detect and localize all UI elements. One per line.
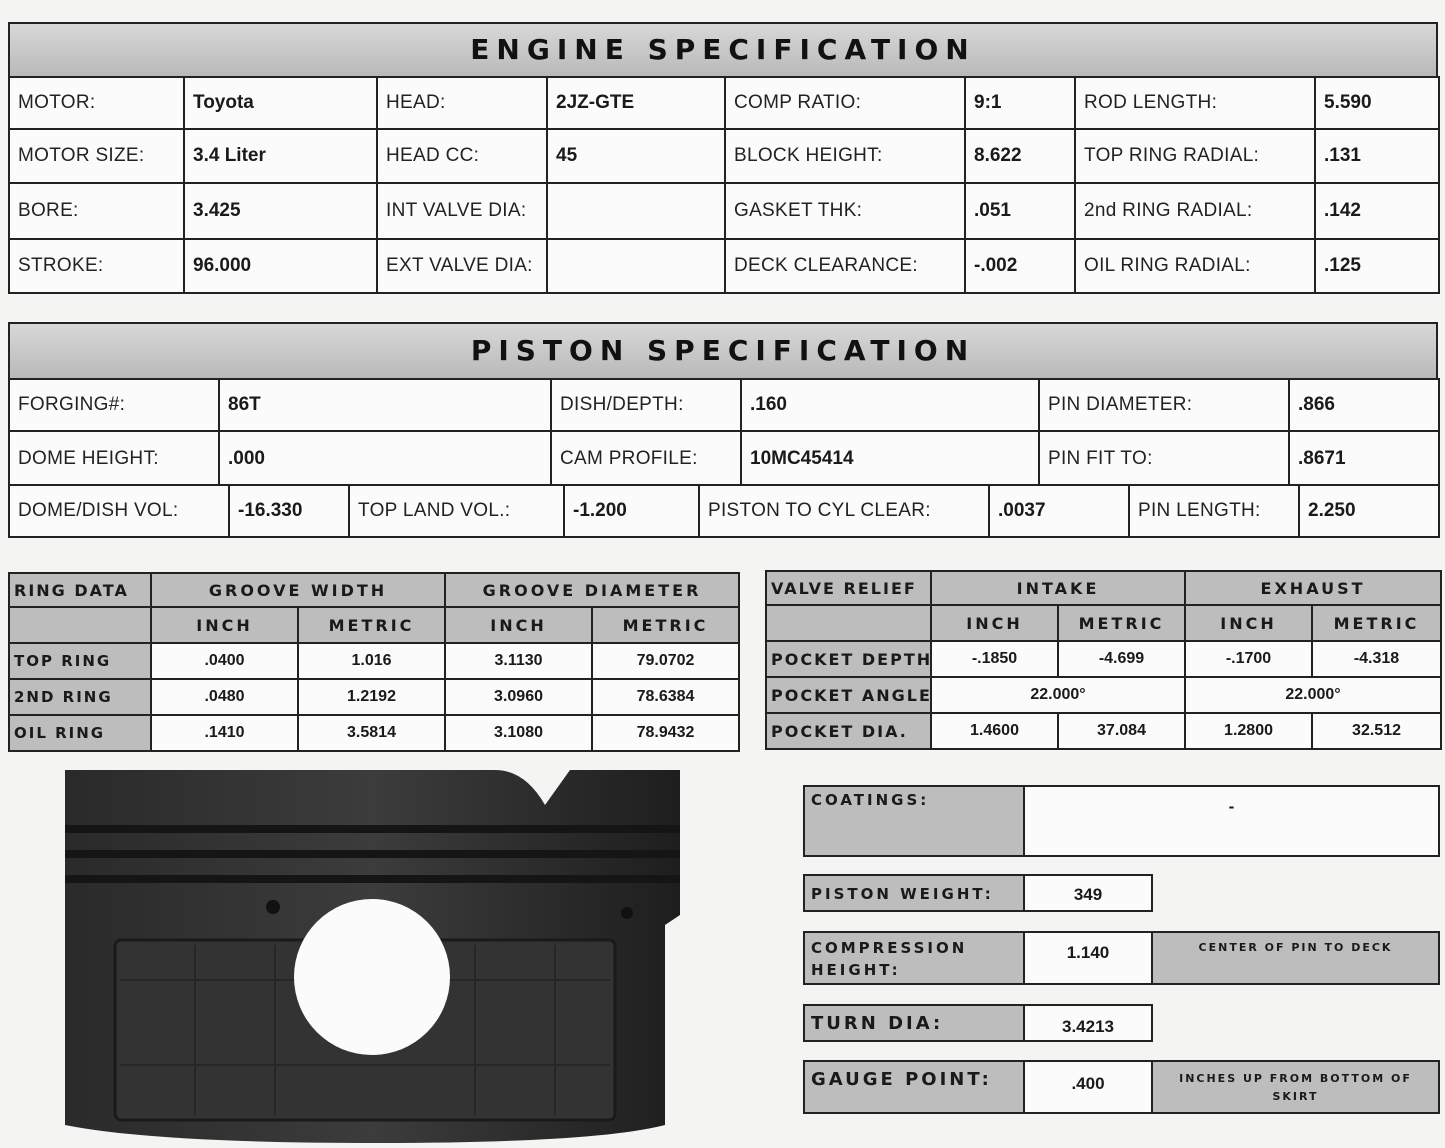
- groove-width-header: GROOVE WIDTH: [151, 573, 445, 607]
- unit-header: METRIC: [1058, 605, 1185, 641]
- engine-spec-title: ENGINE SPECIFICATION: [470, 33, 976, 66]
- ring-cell: .1410: [151, 715, 298, 751]
- valve-units-blank: [766, 605, 931, 641]
- piston-label: DOME HEIGHT:: [9, 431, 219, 487]
- engine-value: .131: [1315, 129, 1439, 183]
- table-row: [9, 679, 739, 715]
- engine-row: [9, 183, 1439, 239]
- piston-label: PIN LENGTH:: [1129, 485, 1299, 537]
- piston-label: CAM PROFILE:: [551, 431, 741, 487]
- piston-spec-row-3: [8, 484, 1440, 538]
- piston-value: .0037: [989, 485, 1129, 537]
- engine-value: 5.590: [1315, 77, 1439, 129]
- table-row: [766, 677, 1441, 713]
- pocket-dia-label: POCKET DIA.: [766, 713, 931, 749]
- ring-data-table: [8, 572, 740, 752]
- engine-value: 3.425: [184, 183, 377, 239]
- engine-row: [9, 77, 1439, 129]
- coatings-label: COATINGS:: [803, 785, 1025, 857]
- piston-label: FORGING#:: [9, 379, 219, 431]
- engine-value: 45: [547, 129, 725, 183]
- piston-value: 10MC45414: [741, 431, 1039, 487]
- ring-name: OIL RING: [9, 715, 151, 751]
- engine-label: HEAD CC:: [377, 129, 547, 183]
- valve-cell: -4.318: [1312, 641, 1441, 677]
- engine-label: OIL RING RADIAL:: [1075, 239, 1315, 293]
- valve-cell: -4.699: [1058, 641, 1185, 677]
- ring-name: TOP RING: [9, 643, 151, 679]
- piston-label: DISH/DEPTH:: [551, 379, 741, 431]
- intake-angle: 22.000°: [931, 677, 1185, 713]
- table-row: [9, 643, 739, 679]
- ring-cell: 78.9432: [592, 715, 739, 751]
- ring-cell: 1.016: [298, 643, 445, 679]
- table-row: [766, 641, 1441, 677]
- piston-spec-rows-1-2: [8, 378, 1440, 488]
- ring-cell: 3.1080: [445, 715, 592, 751]
- exhaust-angle: 22.000°: [1185, 677, 1441, 713]
- engine-value: .142: [1315, 183, 1439, 239]
- valve-relief-table: [765, 570, 1442, 750]
- table-row: [9, 715, 739, 751]
- engine-spec-table: [8, 76, 1440, 294]
- piston-value: -16.330: [229, 485, 349, 537]
- piston-spec-banner: [8, 322, 1438, 380]
- pocket-depth-label: POCKET DEPTH: [766, 641, 931, 677]
- unit-header: INCH: [445, 607, 592, 643]
- piston-value: -1.200: [564, 485, 699, 537]
- unit-header: INCH: [931, 605, 1058, 641]
- piston-value: .160: [741, 379, 1039, 431]
- ring-cell: 1.2192: [298, 679, 445, 715]
- ring-units-blank: [9, 607, 151, 643]
- engine-value: 96.000: [184, 239, 377, 293]
- piston-value: .866: [1289, 379, 1439, 431]
- gauge-point-note: INCHES UP FROM BOTTOM OF SKIRT: [1151, 1060, 1440, 1114]
- piston-label: DOME/DISH VOL:: [9, 485, 229, 537]
- turn-dia-label: TURN DIA:: [803, 1004, 1025, 1042]
- engine-label: GASKET THK:: [725, 183, 965, 239]
- valve-header-row: [766, 571, 1441, 605]
- valve-cell: 1.4600: [931, 713, 1058, 749]
- pocket-angle-label: POCKET ANGLE: [766, 677, 931, 713]
- piston-value: .8671: [1289, 431, 1439, 487]
- ring-name: 2ND RING: [9, 679, 151, 715]
- engine-label: BORE:: [9, 183, 184, 239]
- engine-value: 9:1: [965, 77, 1075, 129]
- engine-label: HEAD:: [377, 77, 547, 129]
- engine-value: 3.4 Liter: [184, 129, 377, 183]
- piston-value: .000: [219, 431, 551, 487]
- ring-cell: 3.1130: [445, 643, 592, 679]
- groove-diameter-header: GROOVE DIAMETER: [445, 573, 739, 607]
- engine-label: MOTOR SIZE:: [9, 129, 184, 183]
- unit-header: METRIC: [592, 607, 739, 643]
- engine-value: 2JZ-GTE: [547, 77, 725, 129]
- unit-header: METRIC: [298, 607, 445, 643]
- piston-value: 86T: [219, 379, 551, 431]
- engine-label: STROKE:: [9, 239, 184, 293]
- ring-units-row: [9, 607, 739, 643]
- piston-label: PIN FIT TO:: [1039, 431, 1289, 487]
- ring-cell: .0400: [151, 643, 298, 679]
- engine-row: [9, 129, 1439, 183]
- valve-cell: 37.084: [1058, 713, 1185, 749]
- compression-height-label: COMPRESSION HEIGHT:: [803, 931, 1025, 985]
- unit-header: METRIC: [1312, 605, 1441, 641]
- engine-value: .051: [965, 183, 1075, 239]
- coatings-value: -: [1023, 785, 1440, 857]
- turn-dia-value: 3.4213: [1023, 1004, 1153, 1042]
- piston-weight-label: PISTON WEIGHT:: [803, 874, 1025, 912]
- valve-cell: -.1700: [1185, 641, 1312, 677]
- ring-cell: 78.6384: [592, 679, 739, 715]
- ring-cell: 79.0702: [592, 643, 739, 679]
- unit-header: INCH: [151, 607, 298, 643]
- valve-relief-corner: VALVE RELIEF: [766, 571, 931, 605]
- valve-units-row: [766, 605, 1441, 641]
- gauge-point-value: .400: [1023, 1060, 1153, 1114]
- piston-value: 2.250: [1299, 485, 1439, 537]
- valve-cell: 32.512: [1312, 713, 1441, 749]
- piston-row: [9, 379, 1439, 431]
- valve-cell: 1.2800: [1185, 713, 1312, 749]
- intake-header: INTAKE: [931, 571, 1185, 605]
- table-row: [766, 713, 1441, 749]
- engine-label: TOP RING RADIAL:: [1075, 129, 1315, 183]
- engine-label: BLOCK HEIGHT:: [725, 129, 965, 183]
- piston-row: [9, 431, 1439, 487]
- piston-spec-title: PISTON SPECIFICATION: [470, 334, 976, 367]
- ring-data-corner: RING DATA: [9, 573, 151, 607]
- compression-height-value: 1.140: [1023, 931, 1153, 985]
- exhaust-header: EXHAUST: [1185, 571, 1441, 605]
- engine-label: MOTOR:: [9, 77, 184, 129]
- ring-cell: .0480: [151, 679, 298, 715]
- piston-image: [55, 765, 685, 1145]
- ring-cell: 3.0960: [445, 679, 592, 715]
- engine-label: EXT VALVE DIA:: [377, 239, 547, 293]
- piston-weight-value: 349: [1023, 874, 1153, 912]
- engine-label: 2nd RING RADIAL:: [1075, 183, 1315, 239]
- engine-label: COMP RATIO:: [725, 77, 965, 129]
- engine-value: .125: [1315, 239, 1439, 293]
- engine-value: -.002: [965, 239, 1075, 293]
- valve-cell: -.1850: [931, 641, 1058, 677]
- piston-label: PISTON TO CYL CLEAR:: [699, 485, 989, 537]
- engine-label: DECK CLEARANCE:: [725, 239, 965, 293]
- ring-header-row: [9, 573, 739, 607]
- engine-value: Toyota: [184, 77, 377, 129]
- engine-row: [9, 239, 1439, 293]
- piston-row: [9, 485, 1439, 537]
- unit-header: INCH: [1185, 605, 1312, 641]
- compression-height-note: CENTER OF PIN TO DECK: [1151, 931, 1440, 985]
- engine-spec-banner: [8, 22, 1438, 78]
- engine-value: [547, 239, 725, 293]
- gauge-point-label: GAUGE POINT:: [803, 1060, 1025, 1114]
- ring-cell: 3.5814: [298, 715, 445, 751]
- piston-label: TOP LAND VOL.:: [349, 485, 564, 537]
- piston-label: PIN DIAMETER:: [1039, 379, 1289, 431]
- engine-label: INT VALVE DIA:: [377, 183, 547, 239]
- engine-value: 8.622: [965, 129, 1075, 183]
- engine-value: [547, 183, 725, 239]
- engine-label: ROD LENGTH:: [1075, 77, 1315, 129]
